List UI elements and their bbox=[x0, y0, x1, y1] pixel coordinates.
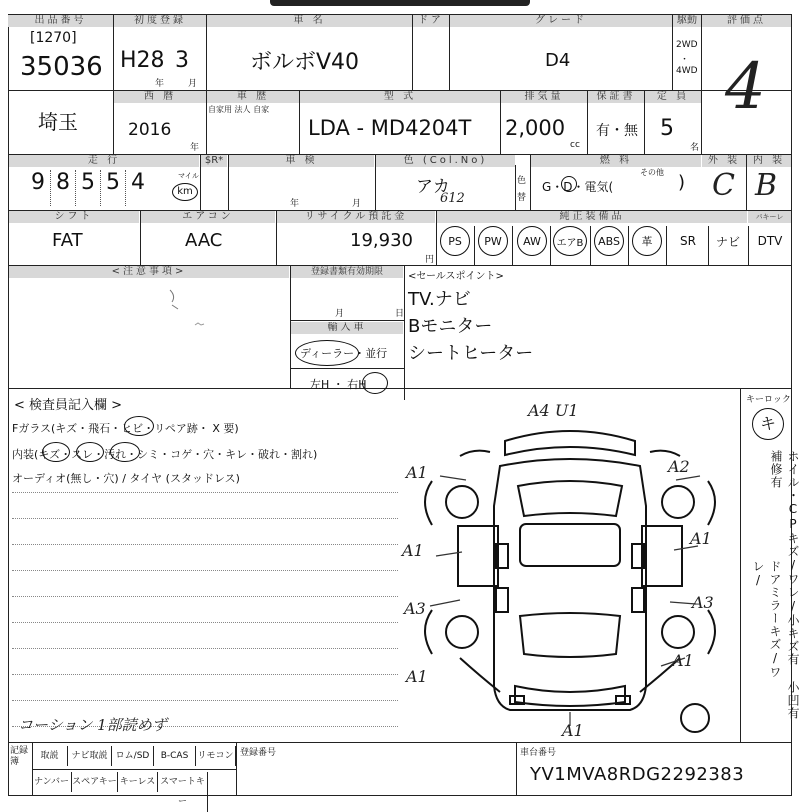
color-number: 612 bbox=[440, 191, 465, 206]
record-book-tag: 記録簿 bbox=[10, 746, 29, 767]
reg-day: 日 bbox=[395, 309, 405, 319]
drive-label: 駆動 bbox=[673, 15, 701, 27]
mileage-label: 走 行 bbox=[9, 155, 199, 167]
inspection-year-unit: 年 bbox=[290, 199, 300, 209]
reg-doc-label: 登録書類有効期限 bbox=[291, 266, 403, 278]
grade: D4 bbox=[545, 50, 571, 71]
keylock-label: キーロック bbox=[746, 395, 791, 405]
lot-number: 35036 bbox=[20, 52, 103, 82]
registration-label: 登録番号 bbox=[240, 748, 277, 758]
meter-label: $R* bbox=[201, 155, 227, 167]
first-reg-label: 初度登録 bbox=[114, 15, 206, 27]
prefecture: 埼玉 bbox=[38, 110, 78, 134]
footer-remote: リモコン bbox=[196, 746, 236, 766]
dealer-circle bbox=[295, 340, 359, 366]
chip-circle bbox=[124, 416, 154, 436]
mark-left-door: A1 bbox=[402, 541, 424, 560]
fuel-label: 燃 料 bbox=[531, 155, 701, 167]
capacity: 5 bbox=[660, 116, 674, 141]
mileage-digits bbox=[26, 170, 176, 206]
exterior-grade: C bbox=[712, 168, 735, 203]
displacement-label: 排気量 bbox=[501, 91, 587, 103]
recycle-label: リサイクル預託金 bbox=[277, 211, 435, 223]
ac: AAC bbox=[185, 230, 223, 251]
side-column-1: ホイル・CPキズ/ワレ/小キズ有 小凹有 補修有 bbox=[769, 450, 800, 720]
grade-label: グレード bbox=[450, 15, 672, 27]
glass-line: Fガラス(キズ・飛石・ヒビ・リペア跡・ X 要) bbox=[12, 422, 239, 435]
sales-point-2: Bモニター bbox=[408, 316, 493, 337]
year-unit-2: 年 bbox=[190, 143, 200, 153]
history-sub: 自家用 法人 自家 bbox=[208, 105, 270, 114]
equip-sr: SR bbox=[680, 234, 696, 248]
mark-rear-right: A1 bbox=[672, 651, 694, 670]
equip-airbag: エアB bbox=[553, 226, 587, 256]
fuel-other: その他 bbox=[640, 168, 664, 177]
footer-rom-sd: ロム/SD bbox=[112, 746, 154, 766]
interior-grade: B bbox=[755, 168, 778, 203]
history-label: 車 歴 bbox=[207, 91, 299, 103]
chassis-label: 車台番号 bbox=[520, 748, 557, 758]
top-strip bbox=[270, 0, 530, 6]
capacity-unit: 名 bbox=[690, 143, 700, 153]
caution-scribble bbox=[150, 285, 230, 335]
ac-label: エアコン bbox=[141, 211, 275, 223]
shift: FAT bbox=[52, 230, 83, 251]
interior-label: 内 装 bbox=[747, 155, 791, 167]
cc-unit: cc bbox=[570, 140, 580, 150]
warranty: 有・無 bbox=[596, 123, 638, 139]
mileage-digit: 8 bbox=[51, 170, 76, 206]
warranty-label: 保証書 bbox=[588, 91, 644, 103]
fuel-close: ) bbox=[678, 172, 686, 193]
mark-right-rear-door: A3 bbox=[692, 593, 714, 612]
audio-line: オーディオ(無し・穴) / タイヤ (スタッドレス) bbox=[12, 472, 240, 485]
shift-label: シフト bbox=[9, 211, 139, 223]
stain-circle bbox=[110, 442, 140, 462]
door-label: ドア bbox=[413, 15, 449, 27]
car-diagram bbox=[400, 396, 740, 740]
scratch-circle bbox=[42, 442, 70, 462]
import-options: ディーラー・並行 bbox=[300, 347, 388, 360]
seireki-label: 西 暦 bbox=[114, 91, 206, 103]
capacity-label: 定 員 bbox=[645, 91, 701, 103]
footer-bcas: B-CAS bbox=[154, 746, 196, 766]
equip-aw: AW bbox=[517, 226, 547, 256]
mark-right-door: A1 bbox=[690, 529, 712, 548]
score: 4 bbox=[725, 50, 766, 124]
first-reg-era: H28 bbox=[120, 48, 165, 73]
displacement: 2,000 bbox=[505, 116, 566, 140]
footer-manual: 取説 bbox=[32, 746, 68, 766]
sales-point-3: シートヒーター bbox=[408, 343, 534, 364]
color-sub1: 色 bbox=[517, 176, 527, 186]
fuel-diesel-circle bbox=[561, 176, 577, 192]
keyless-label: パキーレ bbox=[748, 211, 791, 223]
inspection-date-label: 車 検 bbox=[229, 155, 374, 167]
rub-circle bbox=[76, 442, 104, 462]
mark-rear-left: A1 bbox=[406, 667, 428, 686]
year-western: 2016 bbox=[128, 120, 172, 140]
color: アカ bbox=[416, 177, 450, 197]
equip-leather: 革 bbox=[632, 226, 662, 256]
sales-point-1: TV.ナビ bbox=[408, 289, 471, 310]
equip-abs: ABS bbox=[594, 226, 624, 256]
footer-navi-manual: ナビ取説 bbox=[68, 746, 112, 766]
inspection-month-unit: 月 bbox=[352, 199, 362, 209]
first-reg-month: 3 bbox=[175, 48, 189, 73]
model-label: 型 式 bbox=[300, 91, 500, 103]
interior-line: 内装(キズ・スレ・汚れ・シミ・コゲ・穴・キレ・破れ・割れ) bbox=[12, 448, 318, 461]
drive-4wd: 4WD bbox=[676, 66, 698, 76]
footer-spare-key: スペアキー bbox=[72, 772, 118, 792]
mileage-digit: 9 bbox=[26, 170, 51, 206]
equip-navi: ナビ bbox=[715, 234, 740, 249]
inspection-title: < 検査員記入欄 > bbox=[14, 398, 123, 413]
mileage-digit: 4 bbox=[131, 170, 145, 195]
caution-label: <注意事項> bbox=[9, 266, 289, 278]
chassis-number: YV1MVA8RDG2292383 bbox=[530, 764, 745, 785]
mark-left-rear-door: A3 bbox=[404, 599, 426, 618]
footer-smart-key: スマートキー bbox=[158, 772, 208, 812]
equipment-label: 純正装備品 bbox=[437, 211, 747, 223]
keylock-mark: キ bbox=[752, 408, 784, 440]
car-name-label: 車 名 bbox=[207, 15, 412, 27]
yen-unit: 円 bbox=[425, 255, 435, 265]
reg-month: 月 bbox=[335, 309, 345, 319]
equip-ps: PS bbox=[440, 226, 470, 256]
fuel-options: G・D・電気( bbox=[542, 180, 614, 194]
year-unit: 年 bbox=[155, 79, 165, 89]
lot-label: 出品番号 bbox=[8, 15, 113, 27]
color-label: 色 (Col.No) bbox=[376, 155, 515, 167]
km-unit: km bbox=[172, 183, 198, 201]
drive-2wd: 2WD bbox=[676, 40, 698, 50]
handle-options: 左H ・ 右H bbox=[310, 378, 367, 391]
sales-label: <セールスポイント> bbox=[408, 271, 504, 282]
score-label: 評価点 bbox=[702, 15, 791, 27]
mark-front-left: A1 bbox=[406, 463, 428, 482]
equip-dtv: DTV bbox=[757, 234, 783, 248]
caution-handwritten: コーション 1部読めず bbox=[18, 716, 167, 734]
side-column-2: ドアミラーキズ/ワレ/ bbox=[751, 560, 782, 679]
lot-small: [1270] bbox=[30, 30, 77, 46]
mark-a4u1: A4 U1 bbox=[528, 401, 579, 420]
mileage-digit: 5 bbox=[76, 170, 101, 206]
recycle-fee: 19,930 bbox=[350, 230, 413, 251]
rhd-circle bbox=[362, 372, 388, 394]
footer-number-plate: ナンバー bbox=[32, 772, 72, 792]
drive-dot: ・ bbox=[680, 55, 690, 65]
mile-unit: マイル bbox=[178, 172, 199, 180]
color-sub2: 替 bbox=[517, 193, 527, 203]
equip-pw: PW bbox=[478, 226, 508, 256]
mileage-digit: 5 bbox=[101, 170, 126, 206]
mark-rear-bumper: A1 bbox=[562, 721, 584, 740]
exterior-label: 外 装 bbox=[702, 155, 746, 167]
car-name: ボルボV40 bbox=[250, 50, 360, 75]
month-unit: 月 bbox=[188, 79, 198, 89]
import-label: 輸入車 bbox=[291, 322, 403, 334]
footer-keyless: キーレス bbox=[118, 772, 158, 792]
model-code: LDA - MD4204T bbox=[308, 116, 472, 140]
mark-front-right: A2 bbox=[668, 457, 690, 476]
